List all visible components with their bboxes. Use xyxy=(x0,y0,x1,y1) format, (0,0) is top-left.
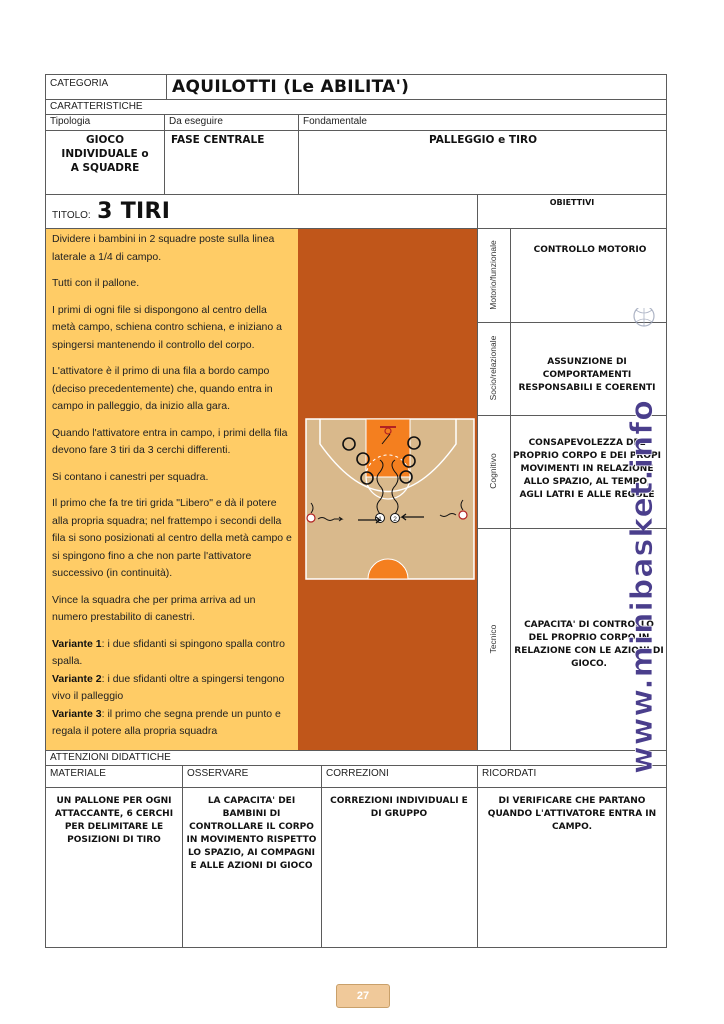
description-paragraph: Tutti con il pallone. xyxy=(52,277,140,289)
col-header-materiale: MATERIALE xyxy=(50,768,106,779)
exercise-description xyxy=(46,229,298,750)
description-paragraph: Quando l'attivatore entra in campo, i primi della fila devono fare 3 tiri da 3 cerchi differenti. xyxy=(52,426,288,456)
watermark-text: www.minibasket.info xyxy=(625,399,660,774)
col-header-correzioni: CORREZIONI xyxy=(326,768,389,779)
objective-text: CAPACITA' DI CONTROLLO DEL PROPRIO CORPO IN RELAZIONE CON LE AZIONI DI GIOCO. xyxy=(514,620,664,669)
fondamentale-value: PALLEGGIO e TIRO xyxy=(429,134,537,146)
description-paragraph: I primi di ogni file si dispongono al centro della metà campo, schiena contro schiena, e iniziano a spingersi mantenendo il controllo del corpo. xyxy=(52,303,282,351)
objective-text: ASSUNZIONE DI COMPORTAMENTI RESPONSABILI E COERENTI xyxy=(518,357,656,393)
description-paragraph: Si contano i canestri per squadra. xyxy=(52,470,209,483)
variant-2 xyxy=(52,671,292,706)
page-number: 27 xyxy=(336,984,390,1008)
obiettivi-label: OBIETTIVI xyxy=(549,198,595,207)
col-text-materiale: UN PALLONE PER OGNI ATTACCANTE, 6 CERCHI PER DELIMITARE LE POSIZIONI DI TIRO xyxy=(54,796,174,845)
description-paragraph: Il primo che fa tre tiri grida "Libero" e dà il potere alla propria squadra; nel frattempo i secondi della fila si sono posizionati al centro della metà campo e si spingono fino a che non parte l'attivatore successivo (in continuità). xyxy=(52,497,292,579)
da-eseguire-label: Da eseguire xyxy=(169,116,223,127)
player-label: 2 xyxy=(393,516,397,523)
col-text-correzioni: CORREZIONI INDIVIDUALI E DI GRUPPO xyxy=(330,796,468,819)
watermark xyxy=(602,308,686,778)
variant-label: Variante 1 xyxy=(52,637,102,650)
objective-text: CONSAPEVOLEZZA DEL PROPRIO CORPO E DEI PROPI MOVIMENTI IN RELAZIONE ALLO SPAZIO, AL TEMPO, AGLI LATRI E ALLE REGOLE xyxy=(513,438,661,500)
description-paragraph: L'attivatore è il primo di una fila a bordo campo (deciso precedentemente) che, quando entra in campo in palleggio, da inizio alla gara. xyxy=(52,365,273,412)
categoria-value: AQUILOTTI (Le ABILITA') xyxy=(172,77,410,97)
variant-text: : il primo che segna prende un punto e regala il potere alla propria squadra xyxy=(52,707,281,737)
col-text-ricordati: DI VERIFICARE CHE PARTANO QUANDO L'ATTIVATORE ENTRA IN CAMPO. xyxy=(487,796,657,832)
da-eseguire-value: FASE CENTRALE xyxy=(171,134,265,146)
variant-text: : i due sfidanti si spingono spalla contro spalla. xyxy=(52,637,285,667)
watermark-svg xyxy=(602,308,686,778)
fondamentale-label: Fondamentale xyxy=(303,116,367,127)
tipologia-value xyxy=(46,133,164,175)
tipologia-label: Tipologia xyxy=(50,116,91,127)
description-paragraph: Dividere i bambini in 2 squadre poste sulla linea laterale a 1/4 di campo. xyxy=(52,233,275,263)
col-header-osservare: OSSERVARE xyxy=(187,768,249,779)
player-right xyxy=(459,511,467,519)
objective-category: Motorio/funzionale xyxy=(488,240,498,310)
objective-category: Cognitivo xyxy=(488,453,498,489)
player-left xyxy=(307,514,315,522)
variant-3 xyxy=(52,706,292,741)
titolo-label: TITOLO: xyxy=(52,210,91,221)
categoria-label: CATEGORIA xyxy=(50,78,109,89)
variant-label: Variante 2 xyxy=(52,672,102,685)
variant-label: Variante 3 xyxy=(52,707,102,720)
titolo-value: 3 TIRI xyxy=(97,199,171,224)
tipologia-line: INDIVIDUALE o xyxy=(61,148,149,160)
tipologia-line: GIOCO xyxy=(85,134,125,146)
court-svg xyxy=(298,229,477,750)
tipologia-line: A SQUADRE xyxy=(70,162,140,174)
court-diagram xyxy=(298,229,477,750)
titolo-row xyxy=(52,199,170,224)
player-label: 1 xyxy=(378,516,382,523)
objective-category: Socio/relazionale xyxy=(488,335,498,401)
caratteristiche-label: CARATTERISTICHE xyxy=(50,101,143,112)
col-header-ricordati: RICORDATI xyxy=(482,768,537,779)
objective-category: Tecnico xyxy=(488,624,498,654)
variant-1 xyxy=(52,636,292,671)
col-text-osservare: LA CAPACITA' DEI BAMBINI DI CONTROLLARE IL CORPO IN MOVIMENTO RISPETTO LO SPAZIO, AI COMPAGNI E ALLE AZIONI DI GIOCO xyxy=(186,796,317,871)
attenzioni-label: ATTENZIONI DIDATTICHE xyxy=(50,752,171,763)
description-paragraph: Vince la squadra che per prima arriva ad un numero prestabilito di canestri. xyxy=(52,593,256,623)
objective-text: CONTROLLO MOTORIO xyxy=(533,245,647,255)
variant-text: : i due sfidanti oltre a spingersi tengono vivo il palleggio xyxy=(52,672,285,702)
